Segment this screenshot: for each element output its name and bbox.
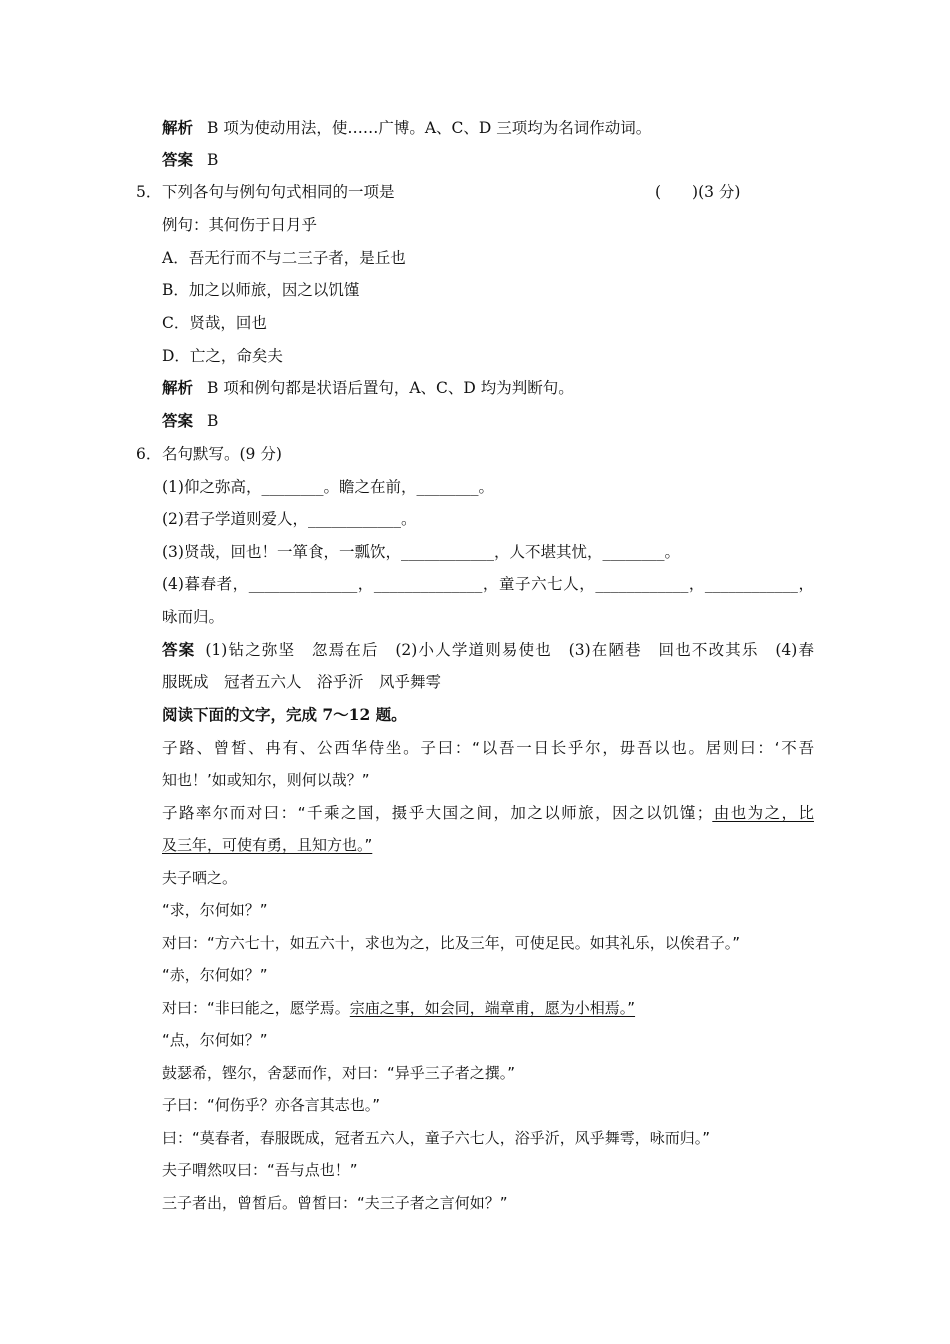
- passage-p9: 鼓瑟希，铿尔，舍瑟而作，对曰：“异乎三子者之撰。”: [162, 1064, 516, 1082]
- q6-answer: [162, 639, 814, 661]
- passage-p1-line2: 知也！’如或知尔，则何以哉？”: [162, 771, 370, 789]
- passage-p2-line2: 及三年，可使有勇，且知方也。”: [162, 836, 373, 854]
- q4-answer: [162, 149, 218, 171]
- q6-item-4: [162, 573, 814, 595]
- analysis-text: B 项和例句都是状语后置句，A、C、D 均为判断句。: [207, 379, 574, 397]
- q5-analysis: [162, 377, 574, 399]
- q5-number: 5．: [136, 183, 162, 201]
- passage-p12: 夫子喟然叹曰：“吾与点也！”: [162, 1161, 358, 1179]
- passage-p13: 三子者出，曾皙后。曾皙曰：“夫三子者之言何如？”: [162, 1194, 508, 1212]
- q5-option-c: C．贤哉，回也: [162, 314, 267, 332]
- underlined-sentence: 宗庙之事，如会同，端章甫，愿为小相焉。”: [349, 999, 636, 1017]
- reading-instruction: 阅读下面的文字，完成 7～12 题。: [162, 705, 407, 724]
- answer-text: B: [207, 412, 219, 430]
- q5-option-a: A．吾无行而不与二三子者，是丘也: [162, 249, 406, 267]
- passage-p6: “赤，尔何如？”: [162, 966, 268, 984]
- passage-p8: “点，尔何如？”: [162, 1031, 268, 1049]
- answer-text: (1)钻之弥坚 忽焉在后 (2)小人学道则易使也 (3)在陋巷 回也不改其乐 (4)春: [205, 641, 814, 659]
- q5-stem: 下列各句与例句句式相同的一项是: [162, 183, 395, 201]
- q4-analysis: [162, 117, 651, 139]
- passage-p1-line1: 子路、曾皙、冉有、公西华侍坐。子曰：“以吾一日长乎尔，毋吾以也。居则曰：‘不吾: [162, 739, 814, 757]
- q5-answer: [162, 410, 218, 432]
- answer-label: 答案: [162, 411, 194, 430]
- answer-text: B: [207, 151, 219, 169]
- q6-item-1: (1)仰之弥高，________。瞻之在前，________。: [162, 478, 494, 496]
- underlined-sentence: 由也为之，比: [712, 804, 814, 822]
- q6-item-4-line: (4)暮春者，______________，______________，童子六七人，____________，____________，: [162, 575, 814, 593]
- analysis-label: 解析: [162, 378, 194, 397]
- answer-label: 答案: [162, 640, 196, 659]
- q6-answer-line2: 服既成 冠者五六人 浴乎沂 风乎舞雩: [162, 673, 442, 691]
- passage-p4: “求，尔何如？”: [162, 901, 268, 919]
- passage-p10: 子曰：“何伤乎？亦各言其志也。”: [162, 1096, 381, 1114]
- q5-option-b: B．加之以师旅，因之以饥馑: [162, 281, 360, 299]
- q6-item-3: (3)贤哉，回也！一箪食，一瓢饮，____________，人不堪其忧，________。: [162, 543, 680, 561]
- passage-p11: 曰：“莫春者，春服既成，冠者五六人，童子六七人，浴乎沂，风乎舞雩，咏而归。”: [162, 1129, 711, 1147]
- q5-example: 例句：其何伤于日月乎: [162, 216, 318, 234]
- q5-score: ( )(3 分): [655, 183, 741, 201]
- q6-number: 6．: [136, 445, 162, 463]
- passage-p3: 夫子哂之。: [162, 869, 238, 887]
- q5-option-d: D．亡之，命矣夫: [162, 347, 283, 365]
- passage-p5: 对曰：“方六七十，如五六十，求也为之，比及三年，可使足民。如其礼乐，以俟君子。”: [162, 934, 741, 952]
- analysis-text: B 项为使动用法，使……广博。A、C、D 三项均为名词作动词。: [207, 119, 652, 137]
- answer-label: 答案: [162, 150, 194, 169]
- passage-p2-line1: 子路率尔而对曰：“千乘之国，摄乎大国之间，加之以师旅，因之以饥馑；由也为之，比: [162, 804, 814, 822]
- q6-item-4-end: 咏而归。: [162, 608, 225, 626]
- analysis-label: 解析: [162, 118, 194, 137]
- q6-answer-line1: [162, 639, 814, 661]
- q6-stem: 名句默写。(9 分): [162, 445, 282, 463]
- q6-item-2: (2)君子学道则爱人，____________。: [162, 510, 417, 528]
- passage-p7: 对曰：“非曰能之，愿学焉。宗庙之事，如会同，端章甫，愿为小相焉。”: [162, 999, 636, 1017]
